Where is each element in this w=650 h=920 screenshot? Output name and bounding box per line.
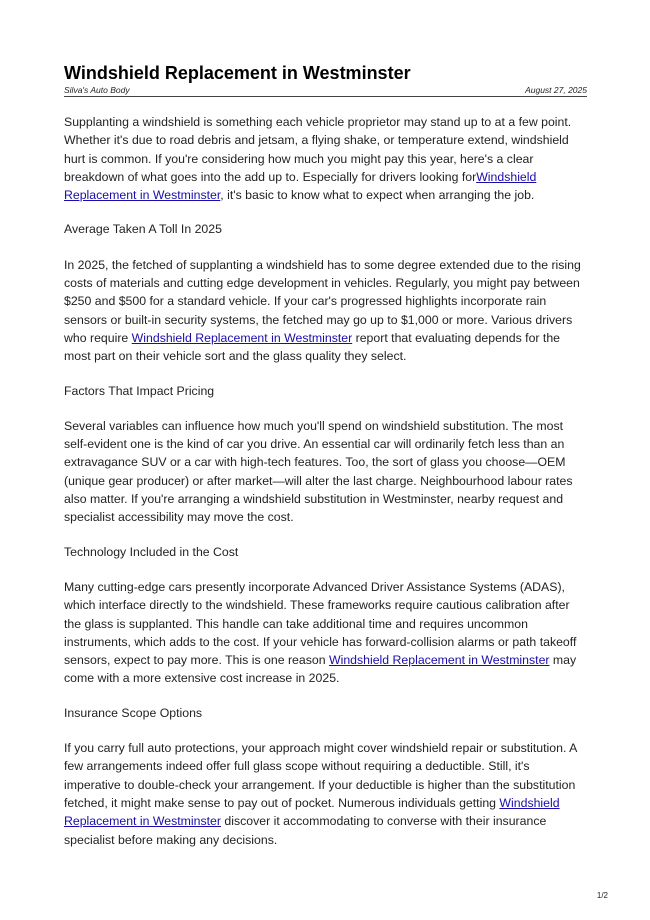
windshield-replacement-link[interactable]: Windshield Replacement in Westminster	[64, 795, 560, 829]
paragraph-intro	[64, 113, 587, 204]
windshield-replacement-link[interactable]: Windshield Replacement in Westminster	[64, 169, 537, 203]
paragraph-text: report that evaluating depends for the most part on their vehicle sort and the glass quality they select.	[64, 330, 561, 364]
windshield-replacement-link[interactable]: Windshield Replacement in Westminster	[328, 653, 550, 668]
paragraph-text: discover it accommodating to converse with their insurance specialist before making any decisions.	[64, 814, 547, 847]
paragraph-average	[64, 256, 587, 366]
section-heading-average: Average Taken A Toll In 2025	[64, 222, 222, 237]
paragraph-text: Many cutting-edge cars presently incorporate Advanced Driver Assistance Systems (ADAS), which interface directly to the windshield. These frameworks require cautious calibration after the glass is supplanted. This handle can take additional time and requires uncommon instruments, which adds to the cost. If your vehicle has forward-collision alarms or path takeoff sensors, expect to pay more. This is one reason	[64, 579, 577, 668]
author: Silva's Auto Body	[64, 85, 130, 95]
paragraph-factors: Several variables can influence how much you'll spend on windshield substitution. The most self-evident one is the kind of car you drive. An essential car will ordinarily fetch less than an extravagance SUV or a car with high-tech features. Too, the sort of glass you choose—OEM (unique gear producer) or after market—will alter the last charge. Neighbourhood labour rates also matter. If you're arranging a windshield substitution in Westminster, nearby request and specialist accessibility may move the cost.	[64, 418, 573, 525]
paragraph-text: , it's basic to know what to expect when arranging the job.	[220, 188, 535, 203]
paragraph-insurance	[64, 739, 587, 849]
paragraph-technology	[64, 578, 587, 688]
publish-date: August 27, 2025	[525, 85, 587, 95]
paragraph-text: If you carry full auto protections, your approach might cover windshield repair or substitution. A few arrangements indeed offer full glass scope without requiring a deductible. Still, it's imperative to double-check your arrangement. If your deductible is higher than the substitution fetched, it might make sense to pay out of pocket. Numerous individuals getting	[64, 741, 577, 810]
section-heading-factors: Factors That Impact Pricing	[64, 383, 215, 398]
document-page	[64, 62, 587, 849]
paragraph-text: Supplanting a windshield is something each vehicle proprietor may stand up to at a few point. Whether it's due to road debris and jetsam, a flying shake, or temperature extend, windshield hurt is common. If you're considering how much you might pay this year, here's a clear breakdown of what goes into the add up to. Especially for drivers looking for	[64, 115, 572, 184]
section-heading-technology: Technology Included in the Cost	[64, 544, 239, 559]
section-heading-insurance: Insurance Scope Options	[64, 705, 203, 720]
page-number: 1/2	[596, 891, 608, 900]
windshield-replacement-link[interactable]: Windshield Replacement in Westminster	[131, 330, 353, 345]
meta-row	[64, 85, 587, 97]
paragraph-text: In 2025, the fetched of supplanting a windshield has to some degree extended due to the rising costs of materials and cutting edge development in vehicles. Regularly, you might pay between $250 and $500 for a standard vehicle. If your car's progressed highlights incorporate rain sensors or built-in security systems, the fetched may go up to $1,000 or more. Various drivers who require	[64, 257, 581, 345]
paragraph-text: may come with a more extensive cost increase in 2025.	[64, 653, 577, 686]
page-title: Windshield Replacement in Westminster	[64, 63, 411, 83]
